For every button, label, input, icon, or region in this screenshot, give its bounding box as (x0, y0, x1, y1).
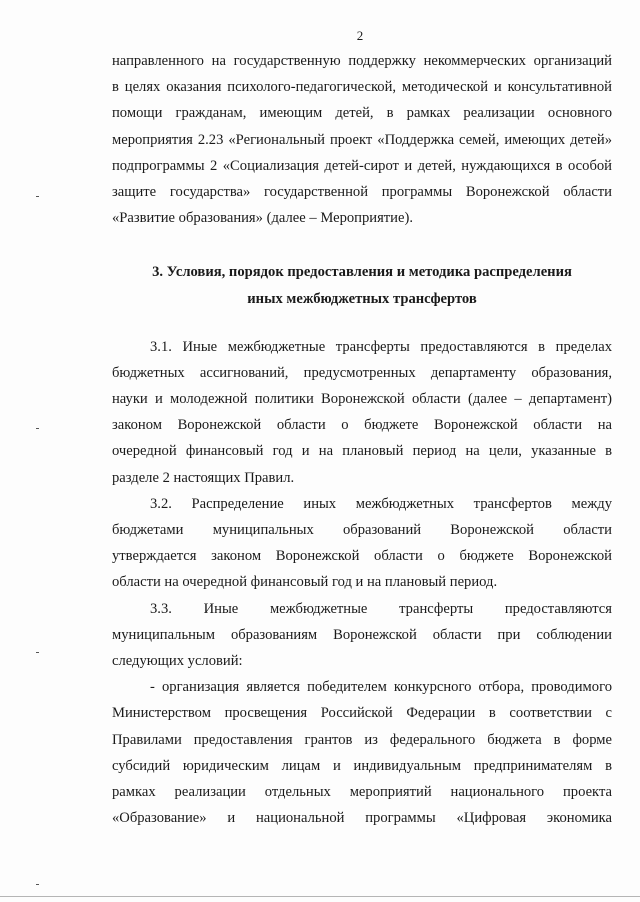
text-line: направленного на государственную поддержку некоммерческих организаций (112, 53, 612, 69)
text-line: бюджетами муниципальных образований Воронежской области (112, 522, 612, 538)
text-line: рамках реализации отдельных мероприятий национального проекта (112, 783, 612, 800)
text-line: помощи гражданам, имеющим детей, в рамках реализации основного (112, 105, 612, 122)
paragraph-3-2 (112, 491, 612, 596)
text-line: муниципальным образованиям Воронежской области при соблюдении (112, 626, 612, 643)
text-line: «Образование» и национальной программы «Цифровая экономика (112, 810, 612, 827)
paragraph-3-1 (112, 334, 612, 491)
text-line: субсидий юридическим лицам и индивидуальным предпринимателям в (112, 757, 612, 774)
text-line: в целях оказания психолого-педагогической, методической и консультативной (112, 79, 612, 96)
section-heading-line-1: 3. Условия, порядок предоставления и методика распределения (152, 264, 572, 281)
text-line: бюджетных ассигнований, предусмотренных департаменту образования, (112, 364, 612, 381)
text-line: области на очередной финансовый год и на плановый период. (112, 574, 498, 591)
text-line: подпрограммы 2 «Социализация детей-сирот и детей, нуждающихся в особой (112, 157, 612, 174)
scan-margin-mark (36, 884, 39, 885)
text-line: следующих условий: (112, 652, 243, 669)
text-line: Министерством просвещения Российской Федерации в соответствии с (112, 705, 612, 722)
spacer (112, 312, 612, 334)
spacer (112, 231, 612, 259)
section-heading (112, 259, 612, 311)
text-line: разделе 2 настоящих Правил. (112, 469, 295, 486)
scan-margin-mark (36, 428, 39, 429)
text-line: «Развитие образования» (далее – Мероприятие). (112, 210, 413, 227)
text-line: 3.3. Иные межбюджетные трансферты предоставляются (150, 600, 612, 617)
scan-margin-mark (36, 652, 39, 653)
text-line: утверждается законом Воронежской области о бюджете Воронежской (112, 548, 612, 565)
section-heading-line-2: иных межбюджетных трансфертов (247, 290, 477, 307)
paragraph-3-3 (112, 596, 612, 675)
scan-margin-mark (36, 196, 39, 197)
text-line: очередной финансовый год и на плановый период на цели, указанные в (112, 443, 612, 460)
paragraph-bullet (112, 674, 612, 831)
text-line: защите государства» государственной программы Воронежской области (112, 183, 612, 200)
document-body (112, 48, 612, 831)
text-line: 3.2. Распределение иных межбюджетных трансфертов между (150, 495, 612, 512)
text-line: мероприятия 2.23 «Региональный проект «Поддержка семей, имеющих детей» (112, 131, 612, 148)
intro-paragraph (112, 48, 612, 231)
text-line: Правилами предоставления грантов из федерального бюджета в форме (112, 731, 612, 748)
text-line: - организация является победителем конкурсного отбора, проводимого (150, 679, 612, 696)
text-line: 3.1. Иные межбюджетные трансферты предоставляются в пределах (150, 338, 612, 355)
page-number: 2 (356, 28, 364, 43)
scan-bottom-edge (0, 896, 640, 897)
text-line: законом Воронежской области о бюджете Воронежской области на (112, 417, 612, 434)
text-line: науки и молодежной политики Воронежской области (далее – департамент) (112, 391, 612, 408)
